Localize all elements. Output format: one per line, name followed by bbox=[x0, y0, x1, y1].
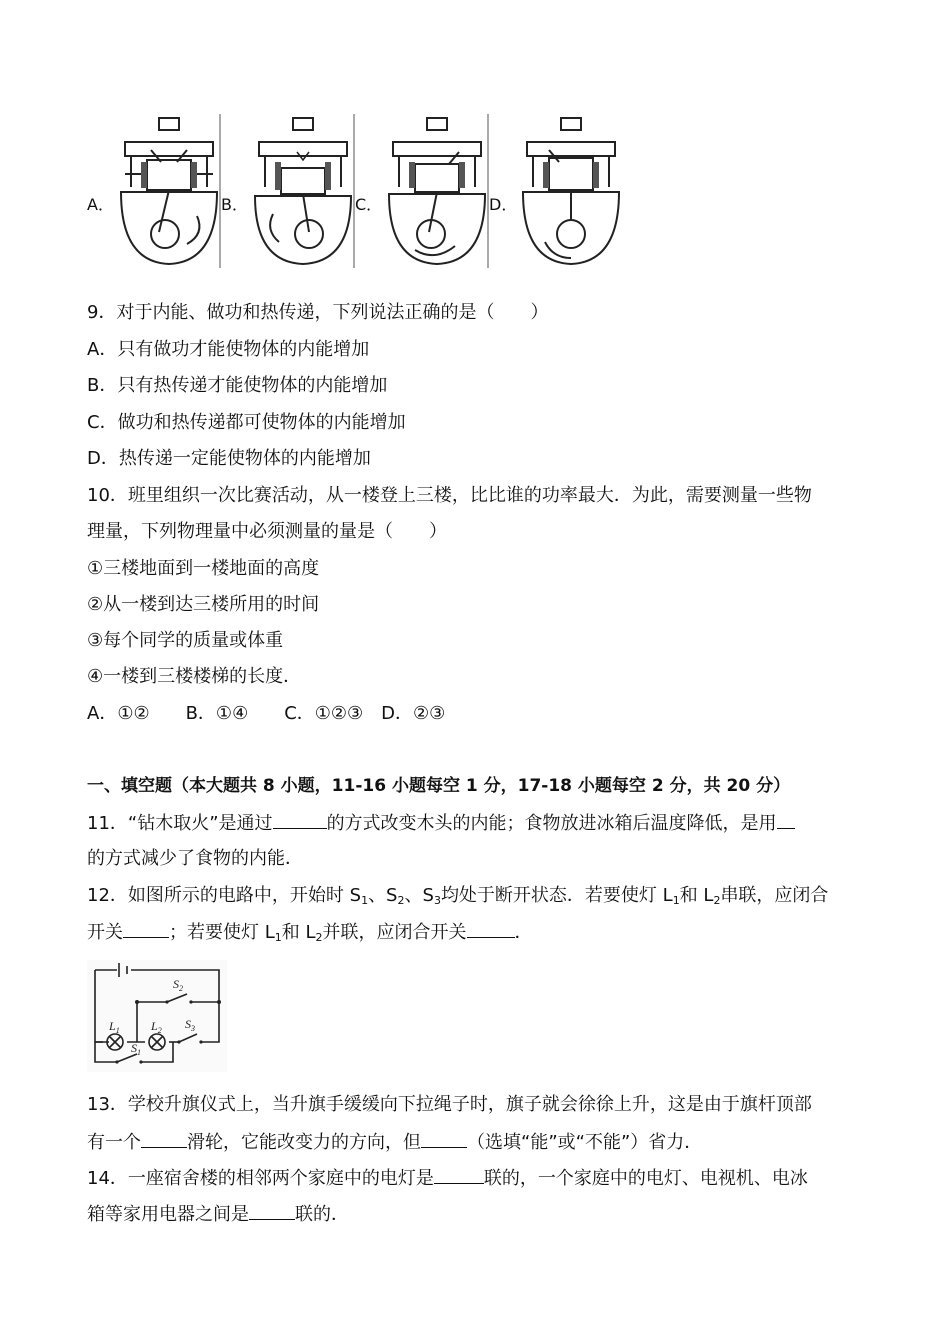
option-label-d: D． bbox=[489, 195, 518, 214]
answer-blank bbox=[421, 1129, 467, 1148]
question-10-stem-line-1: 10．班里组织一次比赛活动，从一楼登上三楼，比比谁的功率最大．为此，需要测量一些物 bbox=[87, 485, 812, 506]
engine-diagram-a bbox=[117, 112, 221, 270]
q12-text: 开关 bbox=[87, 922, 123, 943]
subscript: 2 bbox=[397, 894, 405, 907]
engine-option-d bbox=[489, 112, 623, 270]
answer-blank bbox=[467, 919, 515, 938]
option-label-c: C． bbox=[355, 195, 383, 214]
circuit-label-l1: $L_1$ bbox=[109, 1019, 120, 1035]
engine-stroke-diagrams bbox=[87, 112, 647, 270]
q12-text: 、S bbox=[404, 885, 434, 906]
question-10-item-2: ②从一楼到达三楼所用的时间 bbox=[87, 594, 320, 615]
q13-text: 有一个 bbox=[87, 1132, 141, 1153]
q14-text: 联的，一个家庭中的电灯、电视机、电冰 bbox=[483, 1168, 808, 1189]
question-13-line-1: 13．学校升旗仪式上，当升旗手缓缓向下拉绳子时，旗子就会徐徐上升，这是由于旗杆顶部 bbox=[87, 1094, 812, 1115]
engine-option-c bbox=[355, 112, 489, 270]
q14-text: 联的． bbox=[295, 1204, 349, 1225]
subscript: 1 bbox=[672, 894, 680, 907]
answer-blank bbox=[434, 1165, 484, 1184]
subscript: 2 bbox=[315, 931, 323, 944]
question-10-item-4: ④一楼到三楼楼梯的长度． bbox=[87, 666, 302, 687]
answer-blank bbox=[249, 1201, 295, 1220]
answer-blank bbox=[273, 810, 327, 829]
question-11-line-1 bbox=[87, 810, 867, 837]
q14-text: 14．一座宿舍楼的相邻两个家庭中的电灯是 bbox=[87, 1168, 434, 1189]
question-10-item-3: ③每个同学的质量或体重 bbox=[87, 630, 284, 651]
question-11-line-2: 的方式减少了食物的内能． bbox=[87, 848, 303, 869]
subscript: 1 bbox=[361, 894, 369, 907]
circuit-label-s1: $S_1$ bbox=[131, 1041, 141, 1057]
engine-diagram-b bbox=[251, 112, 355, 270]
answer-blank bbox=[777, 810, 795, 829]
q13-text: （选填“能”或“不能”）省力． bbox=[467, 1132, 703, 1153]
question-9-stem: 9．对于内能、做功和热传递，下列说法正确的是（ ） bbox=[87, 302, 549, 323]
q12-text: 和 L bbox=[281, 922, 316, 943]
option-label-a: A． bbox=[87, 195, 114, 214]
circuit-label-l2: $L_2$ bbox=[151, 1019, 162, 1035]
question-9-option-b: B．只有热传递才能使物体的内能增加 bbox=[87, 375, 388, 396]
circuit-label-s2: $S_2$ bbox=[173, 977, 183, 993]
q12-text: 和 L bbox=[679, 885, 714, 906]
q12-text: 12．如图所示的电路中，开始时 S bbox=[87, 885, 362, 906]
engine-option-a bbox=[87, 112, 221, 270]
section-heading: 一、填空题（本大题共 8 小题，11-16 小题每空 1 分，17-18 小题每空 2 分，共 20 分） bbox=[87, 776, 791, 796]
question-10-item-1: ①三楼地面到一楼地面的高度 bbox=[87, 558, 320, 579]
q13-text: 滑轮，它能改变力的方向，但 bbox=[187, 1132, 421, 1153]
subscript: 1 bbox=[274, 931, 282, 944]
engine-diagram-c bbox=[385, 112, 489, 270]
q12-text: ；若要使灯 L bbox=[169, 922, 275, 943]
question-13-line-2 bbox=[87, 1129, 867, 1156]
circuit-diagram bbox=[87, 960, 227, 1072]
q12-text: 串联，应闭合 bbox=[720, 885, 829, 906]
question-9-option-d: D．热传递一定能使物体的内能增加 bbox=[87, 448, 371, 469]
question-9-option-c: C．做功和热传递都可使物体的内能增加 bbox=[87, 412, 406, 433]
answer-blank bbox=[141, 1129, 187, 1148]
question-10-stem-line-2: 理量，下列物理量中必须测量的量是（ ） bbox=[87, 521, 447, 542]
question-11-text-a: 11．“钻木取火”是通过 bbox=[87, 813, 273, 834]
q14-text: 箱等家用电器之间是 bbox=[87, 1204, 249, 1225]
question-14-line-1 bbox=[87, 1165, 867, 1192]
answer-blank bbox=[123, 919, 169, 938]
question-9-option-a: A．只有做功才能使物体的内能增加 bbox=[87, 339, 370, 360]
question-10-options: A．①② B．①④ C．①②③ D．②③ bbox=[87, 703, 446, 724]
engine-option-b bbox=[221, 112, 355, 270]
question-11-text-b: 的方式改变木头的内能；食物放进冰箱后温度降低，是用 bbox=[326, 813, 777, 834]
q12-text: 、S bbox=[368, 885, 398, 906]
q12-text: 均处于断开状态．若要使灯 L bbox=[440, 885, 673, 906]
q12-text: 并联，应闭合开关 bbox=[322, 922, 467, 943]
subscript: 3 bbox=[433, 894, 441, 907]
option-label-b: B． bbox=[221, 195, 248, 214]
q12-text: ． bbox=[514, 922, 533, 943]
circuit-label-s3: $S_3$ bbox=[185, 1017, 195, 1033]
question-12-line-2 bbox=[87, 919, 867, 951]
engine-diagram-d bbox=[519, 112, 623, 270]
question-14-line-2 bbox=[87, 1201, 867, 1228]
subscript: 2 bbox=[713, 894, 721, 907]
question-12-line-1 bbox=[87, 883, 867, 914]
